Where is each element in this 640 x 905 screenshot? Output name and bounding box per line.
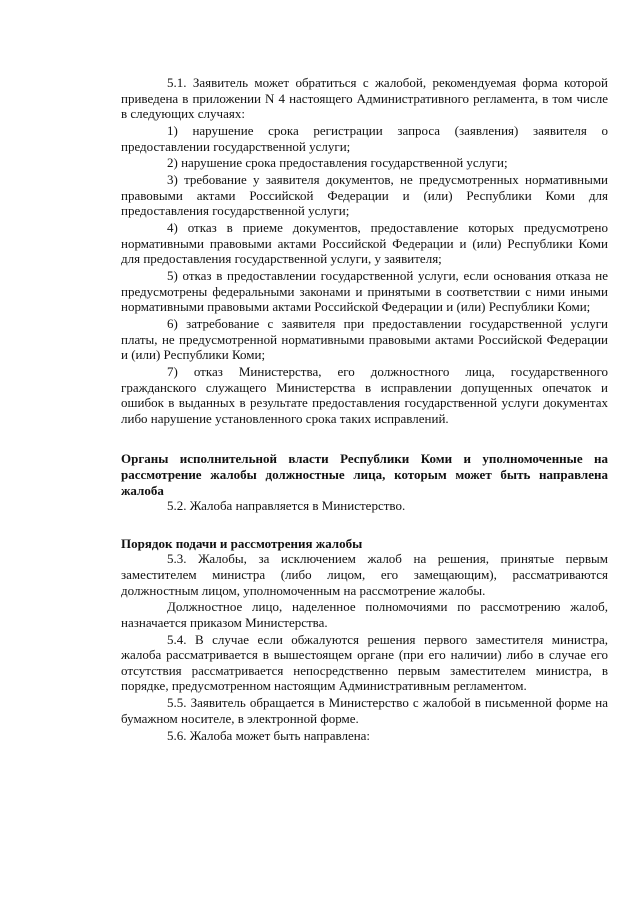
section-heading-procedure: Порядок подачи и рассмотрения жалобы (121, 535, 363, 551)
paragraph-5-4: 5.4. В случае если обжалуются решения первого заместителя министра, жалоба рассматривается в вышестоящем органе (при его наличии) либо в случае его отсутствия рассматривается непосредственно первым заместителем министра, в порядке, предусмотренном настоящим Административным регламентом. (121, 631, 608, 694)
list-item: 7) отказ Министерства, его должностного лица, государственного гражданского служащего Министерства в исправлении допущенных опечаток и ошибок в выданных в результате предоставления государственной услуги документах либо нарушение установленного срока таких исправлений. (121, 364, 608, 426)
list-item: 6) затребование с заявителя при предоставлении государственной услуги платы, не предусмотренной нормативными правовыми актами Российской Федерации и (или) Республики Коми; (121, 316, 608, 363)
paragraph-5-5: 5.5. Заявитель обращается в Министерство с жалобой в письменной форме на бумажном носителе, в электронной форме. (121, 695, 608, 726)
paragraph-5-2: 5.2. Жалоба направляется в Министерство. (167, 498, 406, 514)
section-heading-authorities: Органы исполнительной власти Республики Коми и уполномоченные на рассмотрение жалобы должностные лица, которым может быть направлена жалоба (121, 451, 608, 498)
list-item: 4) отказ в приеме документов, предоставление которых предусмотрено нормативными правовыми актами Российской Федерации и (или) Республики Коми для предоставления государственной услуги, у заявителя; (121, 220, 608, 267)
list-item: 2) нарушение срока предоставления государственной услуги; (167, 155, 508, 171)
paragraph-5-6: 5.6. Жалоба может быть направлена: (167, 727, 371, 743)
paragraph-officer: Должностное лицо, наделенное полномочиями по рассмотрению жалоб, назначается приказом Министерства. (121, 599, 608, 630)
list-item: 3) требование у заявителя документов, не предусмотренных нормативными правовыми актами Российской Федерации и (или) Республики Коми для предоставления государственной услуги; (121, 172, 608, 219)
paragraph-5-3: 5.3. Жалобы, за исключением жалоб на решения, принятые первым заместителем министра (либо лицом, его замещающим), рассматриваются должностным лицом, уполномоченным на рассмотрение жалобы. (121, 551, 608, 598)
document-body (121, 75, 608, 743)
paragraph-5-1: 5.1. Заявитель может обратиться с жалобой, рекомендуемая форма которой приведена в приложении N 4 настоящего Административного регламента, в том числе в следующих случаях: (121, 75, 608, 122)
list-item: 1) нарушение срока регистрации запроса (заявления) заявителя о предоставлении государственной услуги; (121, 122, 608, 154)
list-item: 5) отказ в предоставлении государственной услуги, если основания отказа не предусмотрены федеральными законами и принятыми в соответствии с ними иными нормативными правовыми актами Российской Федерации и (или) Республики Коми; (121, 268, 608, 315)
